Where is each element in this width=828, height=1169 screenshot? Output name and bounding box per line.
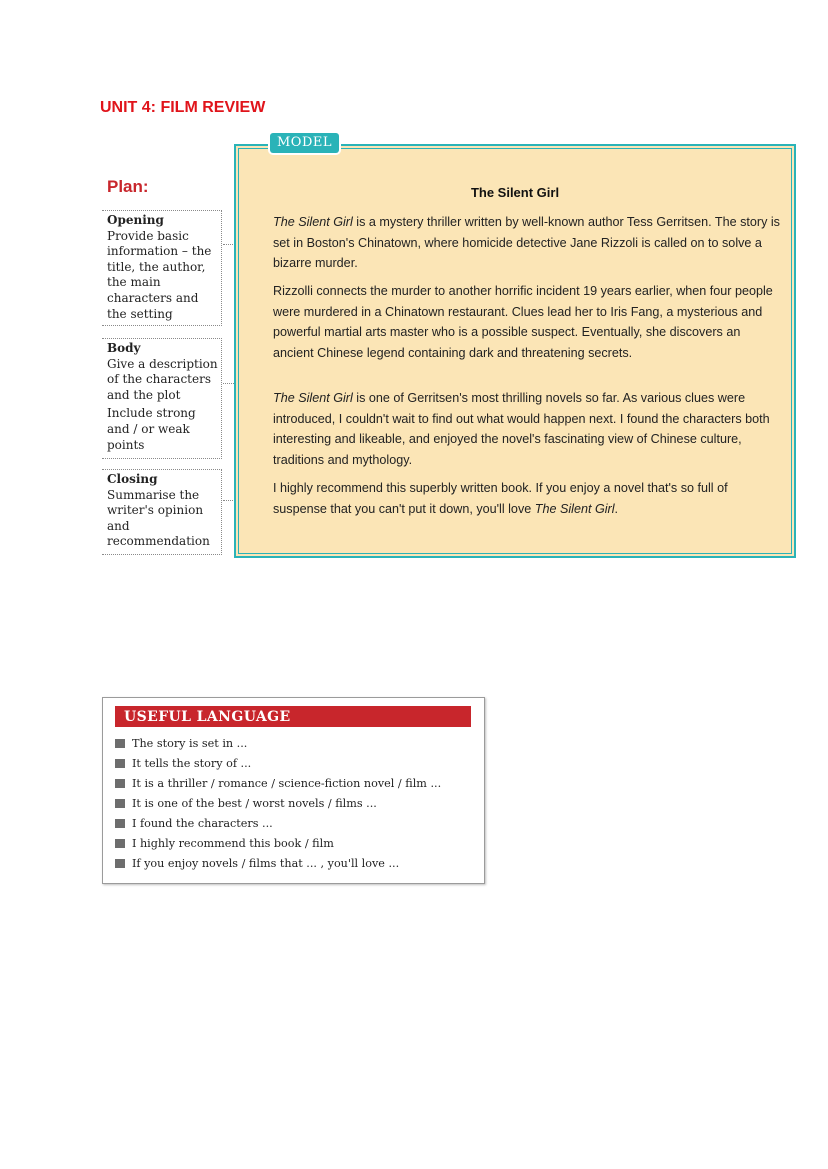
list-item [115,816,441,836]
list-item [115,796,441,816]
plan-section-text: Provide basic information – the title, the author, the main characters and the setting [107,228,212,321]
list-item-text: If you enjoy novels / films that ... , you'll love ... [132,857,400,870]
list-item [115,836,441,856]
list-item [115,856,441,876]
paragraph-text: I highly recommend this superbly written book. If you enjoy a novel that's so full of suspense that you can't put it down, you'll love [273,481,728,516]
paragraph-text: is a mystery thriller written by well-known author Tess Gerritsen. The story is set in Boston's Chinatown, where homicide detective Jane Rizzoli is called on to solve a bizarre murder. [273,215,780,270]
list-item-text: I found the characters ... [132,817,273,830]
model-paragraph-opinion [273,388,783,470]
square-bullet-icon [115,799,125,808]
plan-section-heading: Closing [107,472,158,486]
book-title: The Silent Girl [273,391,353,405]
list-item-text: The story is set in ... [132,737,248,750]
paragraph-text: is one of Gerritsen's most thrilling novels so far. As various clues were introduced, I couldn't wait to find out what would happen next. I found the characters both interesting and likeable, and enjoyed the novel's fascinating view of Chinese culture, traditions and mythology. [273,391,770,467]
useful-language-title: USEFUL LANGUAGE [124,709,291,725]
plan-title: Plan: [107,177,149,196]
square-bullet-icon [115,779,125,788]
paragraph-end: . [614,501,619,516]
square-bullet-icon [115,759,125,768]
plan-section-body [102,338,222,459]
unit-title: UNIT 4: FILM REVIEW [100,99,266,116]
book-title: The Silent Girl [534,501,615,516]
list-item-text: It tells the story of ... [132,757,252,770]
model-paragraph-opening [273,212,783,274]
model-paragraph-closing [273,478,783,519]
list-item-text: I highly recommend this book / film [132,837,334,850]
square-bullet-icon [115,839,125,848]
list-item [115,736,441,756]
list-item-text: It is a thriller / romance / science-fiction novel / film ... [132,777,442,790]
model-paragraph-plot: Rizzolli connects the murder to another horrific incident 19 years earlier, when four people were murdered in a Chinatown restaurant. Clues lead her to Iris Fang, a mysterious and powerful martial arts master who is a possible suspect. Eventually, she discovers an ancient Chinese legend containing dark and threatening secrets. [273,284,773,360]
plan-section-text: Summarise the writer's opinion and recommendation [107,487,210,549]
square-bullet-icon [115,859,125,868]
plan-section-heading: Opening [107,213,164,227]
plan-section-closing [102,469,222,555]
model-heading: The Silent Girl [470,185,560,200]
plan-section-text: Give a description of the characters and the plot [107,356,218,402]
model-tag: MODEL [270,133,339,153]
plan-section-text: Include strong and / or weak points [107,406,196,452]
square-bullet-icon [115,819,125,828]
useful-language-list [115,736,441,876]
list-item [115,756,441,776]
plan-section-opening [102,210,222,326]
list-item [115,776,441,796]
square-bullet-icon [115,739,125,748]
book-title: The Silent Girl [273,215,353,229]
list-item-text: It is one of the best / worst novels / films ... [132,797,377,810]
plan-section-heading: Body [107,341,141,355]
